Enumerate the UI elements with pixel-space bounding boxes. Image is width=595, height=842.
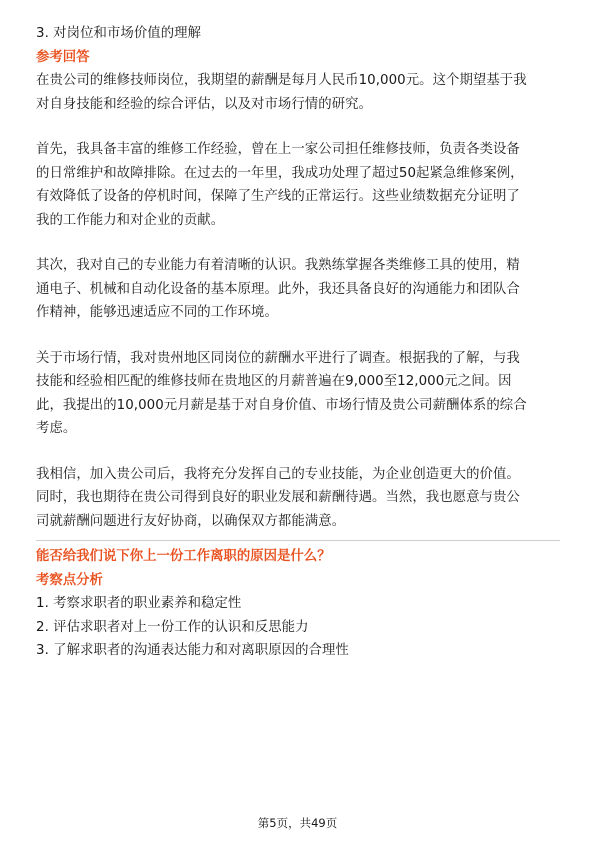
analysis-item: 2. 评估求职者对上一份工作的认识和反思能力 (36, 619, 309, 635)
answer-heading: 参考回答 (36, 49, 90, 65)
analysis-item: 3. 了解求职者的沟通表达能力和对离职原因的合理性 (36, 643, 349, 658)
paragraph-line: 的日常维护和故障排除。在过去的一年里，我成功处理了超过50起紧急维修案例， (36, 165, 524, 181)
paragraph-line: 关于市场行情，我对贵州地区同岗位的薪酬水平进行了调查。根据我的了解，与我 (36, 350, 520, 366)
paragraph-line: 考虑。 (36, 421, 77, 436)
analysis-item: 1. 考察求职者的职业素养和稳定性 (36, 596, 242, 611)
question-heading: 能否给我们说下你上一份工作离职的原因是什么？ (36, 549, 331, 564)
paragraph-line: 此，我提出的10,000元月薪是基于对自身价值、市场行情及贵公司薪酬体系的综合 (36, 397, 527, 413)
paragraph-line: 在贵公司的维修技师岗位，我期望的薪酬是每月人民币10,000元。这个期望基于我 (36, 73, 527, 88)
paragraph-line: 我的工作能力和对企业的贡献。 (36, 212, 225, 228)
paragraph-line: 司就薪酬问题进行友好协商，以确保双方都能满意。 (36, 513, 346, 529)
paragraph-spacer (36, 232, 560, 254)
paragraph-spacer (36, 325, 560, 347)
answer-paragraph (36, 254, 560, 325)
paragraph-line: 有效降低了设备的停机时间，保障了生产线的正常运行。这些业绩数据充分证明了 (36, 189, 520, 204)
answer-paragraph (36, 138, 560, 232)
paragraph-line: 首先，我具备丰富的维修工作经验，曾在上一家公司担任维修技师，负责各类设备 (36, 142, 520, 157)
paragraph-line: 对自身技能和经验的综合评估，以及对市场行情的研究。 (36, 96, 373, 112)
page-content (36, 22, 560, 663)
analysis-heading: 考察点分析 (36, 572, 103, 588)
analysis-list (36, 592, 560, 663)
paragraph-line: 其次，我对自己的专业能力有着清晰的认识。我熟练掌握各类维修工具的使用，精 (36, 258, 520, 273)
section-divider (36, 540, 560, 541)
paragraph-line: 通电子、机械和自动化设备的基本原理。此外，我还具备良好的沟通能力和团队合 (36, 281, 520, 297)
paragraph-line: 同时，我也期待在贵公司得到良好的职业发展和薪酬待遇。当然，我也愿意与贵公 (36, 490, 520, 505)
answer-paragraph (36, 69, 560, 116)
paragraph-spacer (36, 441, 560, 463)
answer-paragraph (36, 347, 560, 441)
page-number-footer: 第5页，共49页 (257, 816, 338, 830)
section-item: 3. 对岗位和市场价值的理解 (36, 26, 202, 41)
paragraph-line: 我相信，加入贵公司后，我将充分发挥自己的专业技能，为企业创造更大的价值。 (36, 466, 520, 482)
paragraph-line: 作精神，能够迅速适应不同的工作环境。 (36, 305, 278, 320)
paragraph-line: 技能和经验相匹配的维修技师在贵地区的月薪普遍在9,000至12,000元之间。因 (36, 374, 512, 389)
paragraph-spacer (36, 116, 560, 138)
answer-paragraph (36, 463, 560, 534)
